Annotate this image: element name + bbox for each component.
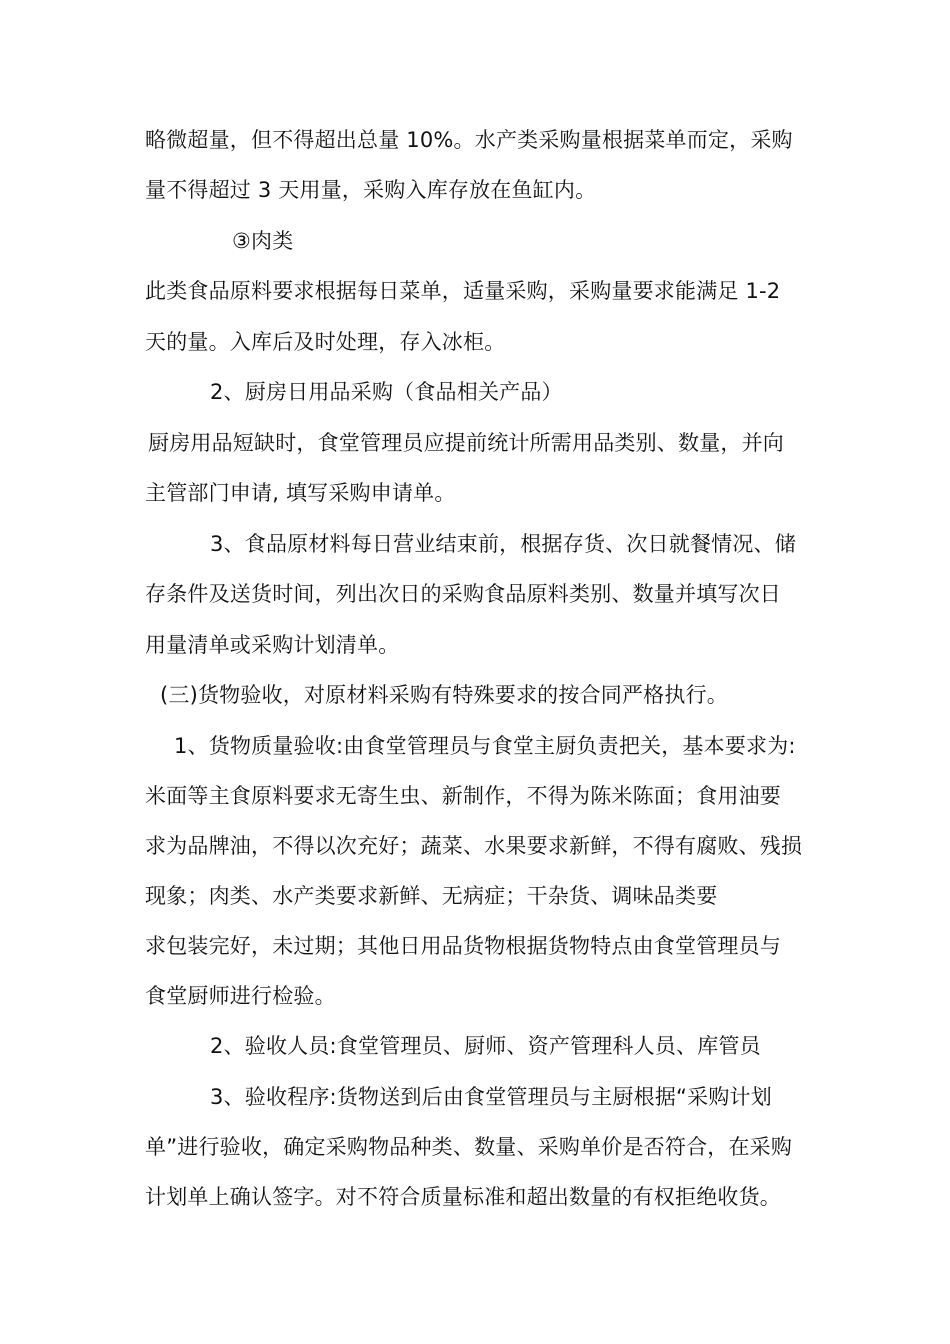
paragraph-line: 米面等主食原料要求无寄生虫、新制作，不得为陈米陈面；食用油要 xyxy=(145,784,781,808)
paragraph-line: 2、验收人员:食堂管理员、厨师、资产管理科人员、库管员 xyxy=(210,1034,761,1058)
paragraph-line: 存条件及送货时间，列出次日的采购食品原料类别、数量并填写次日 xyxy=(145,582,781,606)
paragraph-line: 计划单上确认签字。对不符合质量标准和超出数量的有权拒绝收货。 xyxy=(145,1185,781,1209)
paragraph-line: 此类食品原料要求根据每日菜单，适量采购，采购量要求能满足 1-2 xyxy=(145,279,781,303)
paragraph-line: 量不得超过 3 天用量，采购入库存放在鱼缸内。 xyxy=(145,178,597,202)
paragraph-line: 天的量。入库后及时处理，存入冰柜。 xyxy=(145,330,506,354)
paragraph-line: 单”进行验收，确定采购物品种类、数量、采购单价是否符合，在采购 xyxy=(145,1135,793,1159)
paragraph-line: 主管部门申请, 填写采购申请单。 xyxy=(145,481,456,505)
paragraph-line: 求为品牌油，不得以次充好；蔬菜、水果要求新鲜，不得有腐败、残损 xyxy=(145,834,803,858)
paragraph-line: 现象；肉类、水产类要求新鲜、无病症；干杂货、调味品类要 xyxy=(145,884,718,908)
paragraph-line: 用量清单或采购计划清单。 xyxy=(145,633,400,657)
paragraph-line: 略微超量，但不得超出总量 10%。水产类采购量根据菜单而定，采购 xyxy=(145,128,793,152)
paragraph-line: 1、货物质量验收:由食堂管理员与食堂主厨负责把关，基本要求为: xyxy=(174,734,796,758)
section-heading: (三)货物验收，对原材料采购有特殊要求的按合同严格执行。 xyxy=(160,683,728,707)
paragraph-line: 求包装完好，未过期；其他日用品货物根据货物特点由食堂管理员与 xyxy=(145,934,781,958)
section-heading: 2、厨房日用品采购（食品相关产品） xyxy=(210,380,563,404)
paragraph-line: 3、食品原材料每日营业结束前，根据存货、次日就餐情况、储 xyxy=(210,532,796,556)
paragraph-line: 3、验收程序:货物送到后由食堂管理员与主厨根据“采购计划 xyxy=(210,1085,772,1109)
section-heading: ③肉类 xyxy=(232,229,294,253)
paragraph-line: 厨房用品短缺时，食堂管理员应提前统计所需用品类别、数量，并向 xyxy=(148,431,784,455)
paragraph-line: 食堂厨师进行检验。 xyxy=(145,984,336,1008)
